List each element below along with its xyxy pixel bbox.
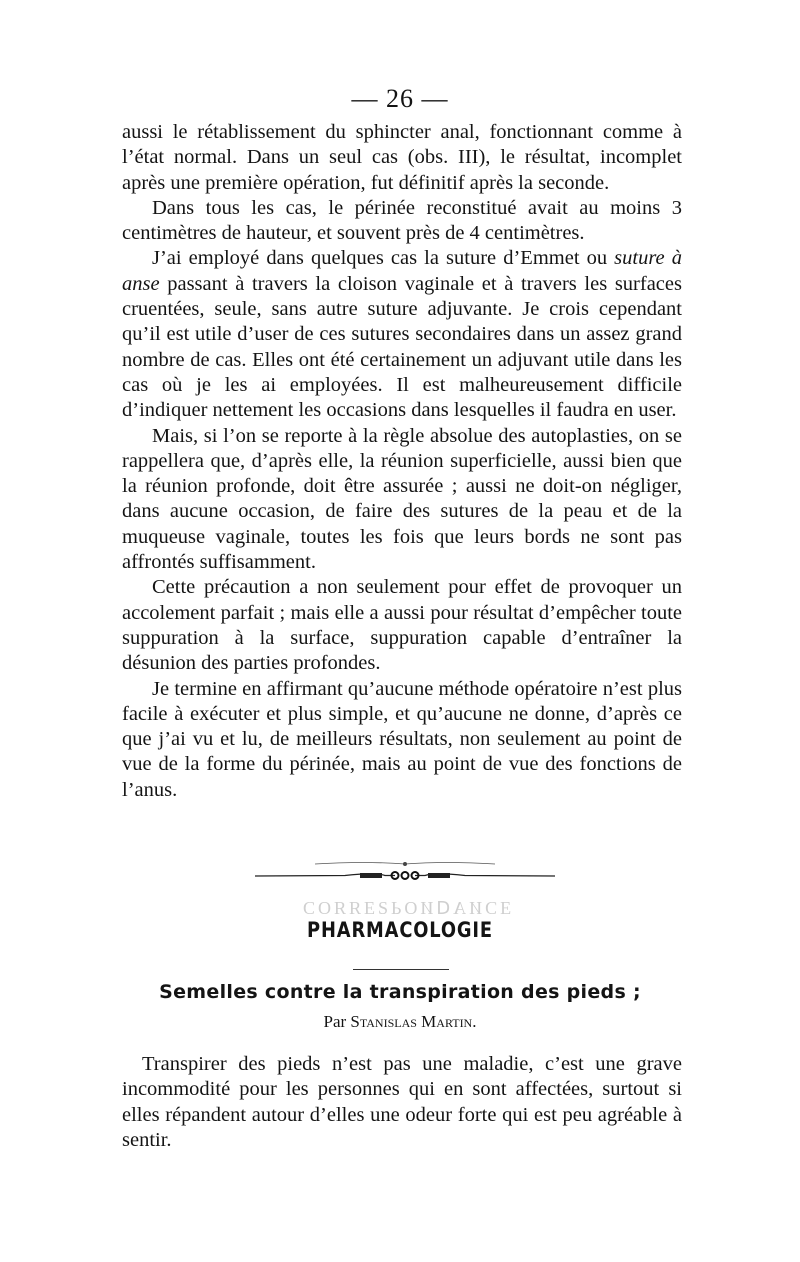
paragraph — [122, 1052, 682, 1153]
author-prefix: Par — [323, 1012, 351, 1031]
ornament-graphic — [255, 858, 555, 882]
title-rule — [353, 969, 449, 970]
main-text — [122, 120, 682, 803]
paragraph — [122, 246, 682, 423]
paragraph-text: J’ai employé dans quelques cas la suture d’Emmet ou — [152, 247, 615, 270]
paragraph-text: Transpirer des pieds n’est pas une maladie, c’est une grave incommodité pour les personnes qui en sont affectées, surtout si elles répandent autour d’elles une odeur forte qui est peu agréable à sentir. — [122, 1053, 682, 1151]
paragraph-text: Cette précaution a non seulement pour effet de provoquer un accolement parfait ; mais elle a aussi pour résultat d’empêcher toute suppuration à la surface, suppuration capable d’entraîner la désunion des parties profondes. — [122, 576, 682, 675]
section-title: PHARMACOLOGIE — [307, 918, 493, 942]
section-divider-ornament — [255, 858, 555, 882]
paragraph — [122, 575, 682, 676]
paragraph-text: Je termine en affirmant qu’aucune méthode opératoire n’est plus facile à exécuter et plus simple, et qu’aucune ne donne, d’après ce que j’ai vu et lu, de meilleurs résultats, non seulement au point de vue de la forme du périnée, mais au point de vue des fonctions de l’anus. — [122, 677, 682, 801]
author-name: Stanislas Martin — [350, 1012, 473, 1031]
paragraph-text: aussi le rétablissement du sphincter anal, fonctionnant comme à l’état normal. Dans un seul cas (obs. III), le résultat, incomplet après une première opération, fut définitif après la seconde. — [122, 121, 682, 194]
article-body — [122, 1052, 682, 1153]
author-line — [0, 1012, 800, 1032]
author-suffix: . — [472, 1012, 477, 1031]
article-title: Semelles contre la transpiration des pieds ; — [159, 981, 641, 1003]
paragraph — [122, 677, 682, 803]
paragraph — [122, 196, 682, 247]
paragraph-text: Dans tous les cas, le périnée reconstitué avait au moins 3 centimètres de hauteur, et souvent près de 4 centimètres. — [122, 196, 682, 245]
paragraph-text: passant à travers la cloison vaginale et à travers les surfaces cruentées, seule, sans autre suture adjuvante. Je crois cependant qu’il est utile d’user de ces sutures secondaires dans un assez grand nombre de cas. Elles ont été certainement un adjuvant utile dans les cas où je les ai employées. Il est malheureusement difficile d’indiquer nettement les occasions dans lesquelles il faudra en user. — [122, 272, 682, 422]
paragraph-text: Mais, si l’on se reporte à la règle absolue des autoplasties, on se rappellera que, d’après elle, la réunion superficielle, aussi bien que la réunion profonde, doit être assurée ; aussi ne doit-on négliger, dans aucune occasion, de faire des sutures de la peau et de la muqueuse vaginale, toutes les fois que leurs bords ne sont pas affrontés suffisamment. — [122, 424, 682, 574]
italic-term: suture à anse — [122, 247, 682, 295]
paragraph — [122, 120, 682, 196]
paragraph — [122, 424, 682, 576]
page-number: — 26 — — [351, 84, 449, 113]
bleed-through-text: ƎƆИAᗡИOԀƧƎЯЯOƆ — [300, 898, 512, 918]
